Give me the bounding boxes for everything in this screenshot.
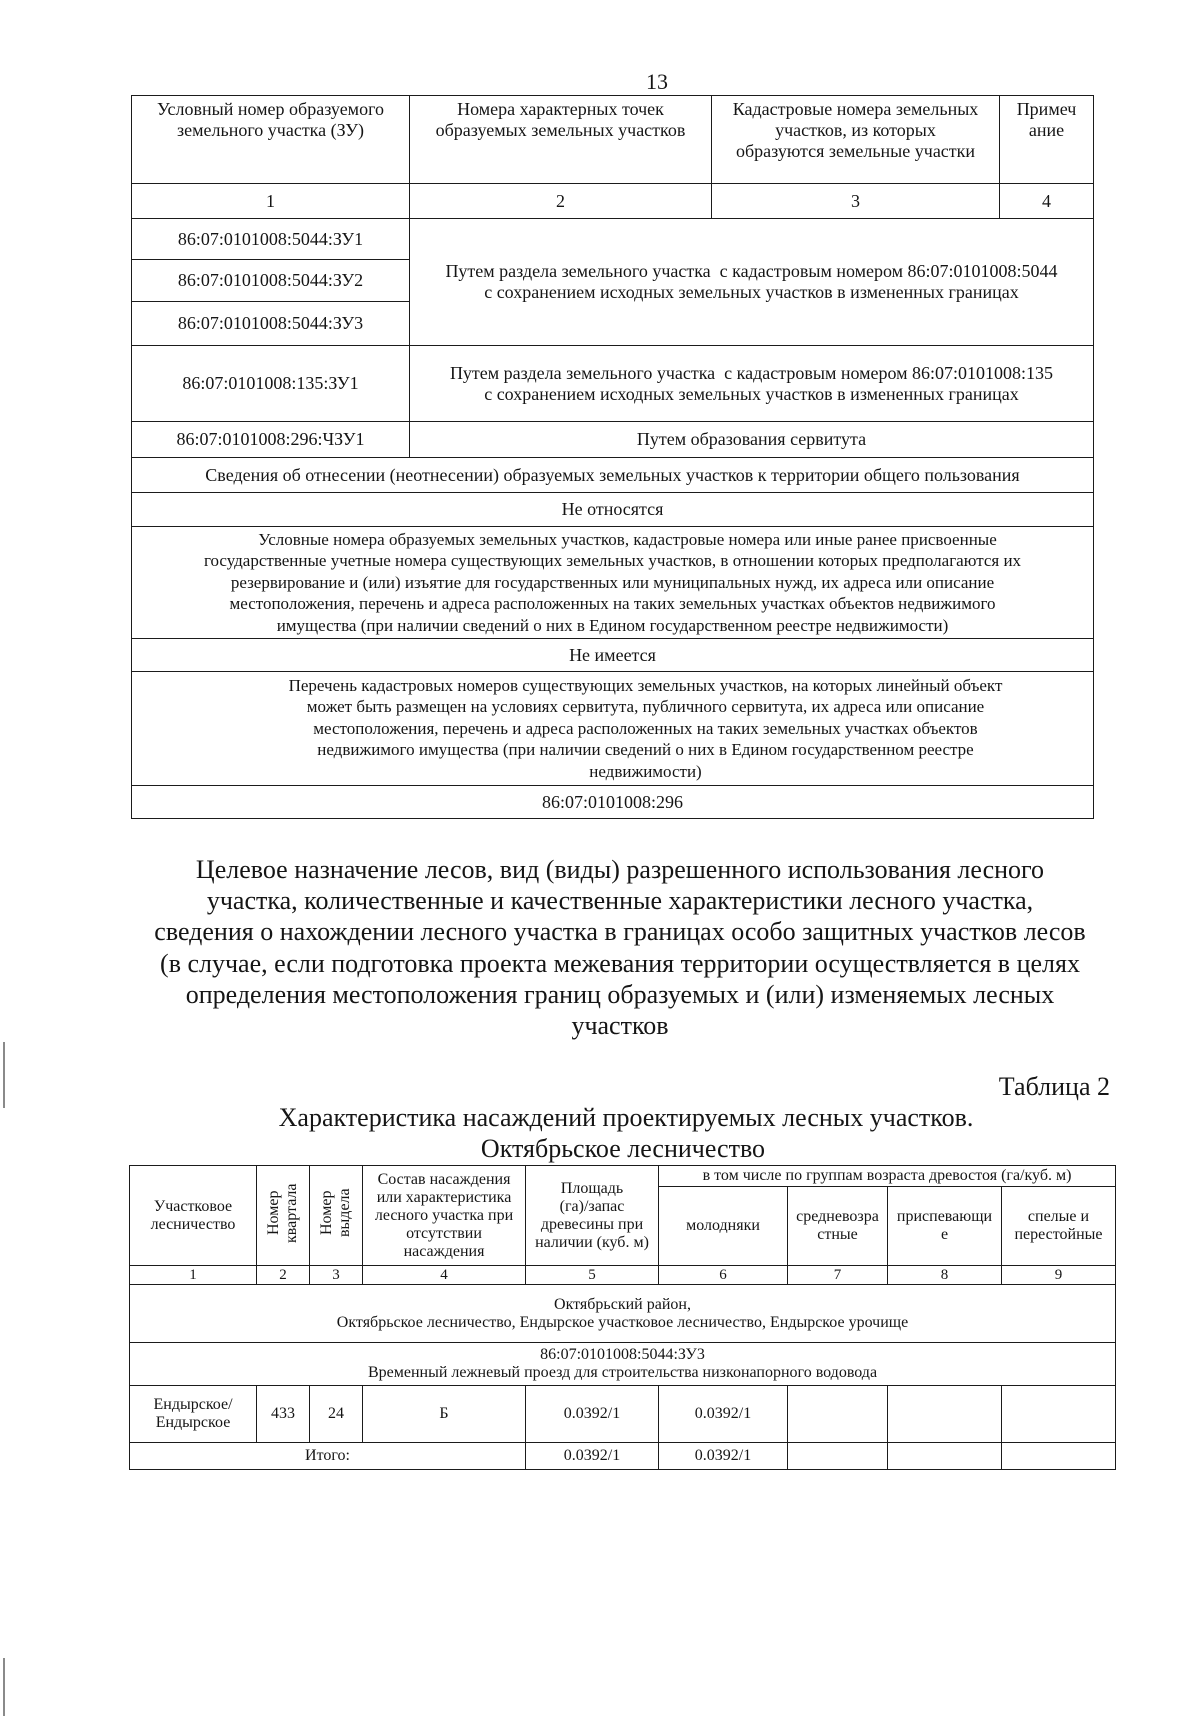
header-middle-aged xyxy=(788,1187,888,1266)
table-subtitle xyxy=(130,1134,1116,1164)
header-line: наличии (куб. м) xyxy=(535,1233,649,1251)
column-number: 2 xyxy=(257,1266,310,1285)
method-line: Путем раздела земельного участка с кадастровым номером 86:07:0101008:5044 xyxy=(445,261,1058,281)
method-line: с сохранением исходных земельных участков в измененных границах xyxy=(484,383,1019,404)
cell-line: Ендырское/ xyxy=(153,1396,233,1413)
area-cell: 0.0392/1 xyxy=(526,1386,659,1443)
plot-row xyxy=(130,1343,1116,1386)
paragraph-line: Условные номера образуемых земельных участков, кадастровые номера или иные ранее присвоенные xyxy=(258,529,997,549)
plot-line: 86:07:0101008:5044:ЗУ3 xyxy=(540,1346,705,1363)
paragraph-line: может быть размещен на условиях сервитута, публичного сервитута, их адреса или описание xyxy=(306,697,985,717)
header-line: земельного участка (ЗУ) xyxy=(177,120,364,140)
paragraph-line: недвижимого имущества (при наличии сведений о них в Едином государственном реестре xyxy=(317,740,974,760)
column-number: 8 xyxy=(888,1266,1002,1285)
young-cell: 0.0392/1 xyxy=(659,1386,788,1443)
formation-method-cell xyxy=(410,219,1094,346)
table-header-row xyxy=(132,96,1094,184)
reservation-heading xyxy=(132,527,1094,639)
forest-stands-table xyxy=(129,1165,1116,1470)
header-line: древесины при xyxy=(540,1215,644,1233)
header-line: приспевающи xyxy=(896,1208,993,1225)
scan-edge-mark xyxy=(3,1658,5,1716)
plot-number-cell: 86:07:0101008:135:ЗУ1 xyxy=(132,346,410,422)
header-stand-composition xyxy=(363,1166,526,1266)
table-row xyxy=(132,219,1094,260)
total-mature xyxy=(1002,1443,1116,1470)
plot-number-cell: 86:07:0101008:5044:ЗУ2 xyxy=(132,260,410,302)
column-number: 2 xyxy=(410,184,712,219)
district-forestry-cell xyxy=(130,1386,257,1443)
header-line: Условный номер образуемого xyxy=(156,99,385,119)
column-number: 6 xyxy=(659,1266,788,1285)
header-note xyxy=(1000,96,1094,184)
middle-aged-cell xyxy=(788,1386,888,1443)
section-value-row xyxy=(132,639,1094,672)
servitude-value: 86:07:0101008:296 xyxy=(132,786,1094,819)
section-heading-row xyxy=(132,458,1094,493)
reservation-value: Не имеется xyxy=(132,639,1094,672)
header-area-stock xyxy=(526,1166,659,1266)
section-value-row xyxy=(132,786,1094,819)
header-mature xyxy=(1002,1187,1116,1266)
total-middle-aged xyxy=(788,1443,888,1470)
plot-number-cell: 86:07:0101008:5044:ЗУ3 xyxy=(132,302,410,346)
region-row xyxy=(130,1285,1116,1343)
premature-cell xyxy=(888,1386,1002,1443)
header-line: Номер xyxy=(265,1190,282,1236)
header-line: Состав насаждения xyxy=(377,1170,511,1188)
header-line: образуются земельные участки xyxy=(735,141,976,161)
composition-cell: Б xyxy=(363,1386,526,1443)
table-title-text: Характеристика насаждений проектируемых лесных участков. xyxy=(278,1103,974,1132)
land-plots-table xyxy=(131,95,1094,819)
column-numbers-row xyxy=(130,1266,1116,1285)
header-age-groups: в том числе по группам возраста древостоя (га/куб. м) xyxy=(659,1166,1116,1187)
heading-line: (в случае, если подготовка проекта межевания территории осуществляется в целях xyxy=(160,948,1080,978)
header-section-number xyxy=(310,1166,363,1266)
scan-edge-mark xyxy=(3,1042,5,1108)
header-line: перестойные xyxy=(1014,1226,1103,1243)
column-number: 1 xyxy=(132,184,410,219)
header-line: стные xyxy=(817,1226,858,1243)
column-number: 1 xyxy=(130,1266,257,1285)
column-number: 3 xyxy=(712,184,1000,219)
column-number: 3 xyxy=(310,1266,363,1285)
header-line: или характеристика xyxy=(376,1188,512,1206)
total-young: 0.0392/1 xyxy=(659,1443,788,1470)
section-heading-row xyxy=(132,672,1094,786)
header-line: Участковое xyxy=(153,1197,233,1215)
header-line: средневозра xyxy=(796,1208,879,1225)
header-line: Кадастровые номера земельных xyxy=(732,99,979,119)
header-line: лесного участка при xyxy=(374,1206,514,1224)
section-heading-row xyxy=(132,527,1094,639)
header-plot-number xyxy=(132,96,410,184)
paragraph-line: имущества (при наличии сведений о них в Едином государственном реестре недвижимости) xyxy=(276,615,949,635)
plot-number-cell: 86:07:0101008:5044:ЗУ1 xyxy=(132,219,410,260)
mature-cell xyxy=(1002,1386,1116,1443)
header-line: отсутствии xyxy=(406,1224,482,1242)
formation-method-cell xyxy=(410,346,1094,422)
header-line: (га)/запас xyxy=(559,1197,625,1215)
paragraph-line: местоположения, перечень и адреса расположенных на таких земельных участках объектов недвижимого xyxy=(229,594,996,614)
header-young: молодняки xyxy=(659,1187,788,1266)
header-line: спелые и xyxy=(1027,1208,1090,1225)
region-cell xyxy=(130,1285,1116,1343)
header-line: лесничество xyxy=(150,1215,236,1233)
heading-line: участка, количественные и качественные характеристики лесного участка, xyxy=(206,886,1034,916)
section-value-row xyxy=(132,493,1094,527)
header-line: Примеч xyxy=(1016,99,1077,119)
table-subtitle-text: Октябрьское лесничество xyxy=(480,1134,766,1163)
method-line: Путем раздела земельного участка с кадастровым номером 86:07:0101008:135 xyxy=(449,362,1054,383)
heading-line: сведения о нахождении лесного участка в границах особо защитных участков лесов xyxy=(154,917,1086,947)
forest-section-heading xyxy=(60,854,1180,1041)
header-quarter-number xyxy=(257,1166,310,1266)
total-label: Итого: xyxy=(130,1443,526,1470)
region-line: Октябрьский район, xyxy=(554,1295,691,1313)
column-number: 7 xyxy=(788,1266,888,1285)
table-row xyxy=(130,1386,1116,1443)
header-line: Площадь xyxy=(560,1179,624,1197)
header-district-forestry xyxy=(130,1166,257,1266)
heading-line: участков xyxy=(571,1011,669,1041)
header-line: Номера характерных точек xyxy=(457,99,664,119)
method-line: с сохранением исходных земельных участков в измененных границах xyxy=(484,282,1019,302)
quarter-cell: 433 xyxy=(257,1386,310,1443)
header-line: квартала xyxy=(283,1183,300,1243)
column-number: 9 xyxy=(1002,1266,1116,1285)
column-number: 4 xyxy=(1000,184,1094,219)
table-row xyxy=(132,346,1094,422)
table-header-row xyxy=(130,1166,1116,1187)
header-cadastral-numbers xyxy=(712,96,1000,184)
paragraph-line: недвижимости) xyxy=(589,761,702,781)
plot-number-cell: 86:07:0101008:296:ЧЗУ1 xyxy=(132,422,410,458)
header-line: образуемых земельных участков xyxy=(435,120,686,140)
header-line: участков, из которых xyxy=(775,120,936,140)
paragraph-line: Перечень кадастровых номеров существующих земельных участков, на которых линейный объект xyxy=(288,675,1003,695)
paragraph-line: государственные учетные номера существующих земельных участков, в отношении которых предполагаются их xyxy=(203,551,1022,571)
column-number: 5 xyxy=(526,1266,659,1285)
header-line: выдела xyxy=(336,1188,353,1238)
plot-cell xyxy=(130,1343,1116,1386)
header-characteristic-points xyxy=(410,96,712,184)
plot-line: Временный лежневый проезд для строительства низконапорного водовода xyxy=(367,1364,878,1381)
section-cell: 24 xyxy=(310,1386,363,1443)
paragraph-line: резервирование и (или) изъятие для государственных или муниципальных нужд, их адреса или описание xyxy=(230,572,995,592)
header-line: е xyxy=(940,1226,949,1243)
region-line: Октябрьское лесничество, Ендырское участковое лесничество, Ендырское урочище xyxy=(336,1313,909,1331)
column-numbers-row xyxy=(132,184,1094,219)
heading-line: Целевое назначение лесов, вид (виды) разрешенного использования лесного xyxy=(195,855,1045,884)
header-premature xyxy=(888,1187,1002,1266)
vertical-text xyxy=(265,1180,301,1246)
heading-line: определения местоположения границ образуемых и (или) изменяемых лесных xyxy=(185,979,1055,1009)
public-use-value: Не относятся xyxy=(132,493,1094,527)
page-number: 13 xyxy=(646,69,668,94)
total-premature xyxy=(888,1443,1002,1470)
cell-line: Ендырское xyxy=(155,1414,231,1431)
total-row xyxy=(130,1443,1116,1470)
table-number: Таблица 2 xyxy=(998,1072,1110,1101)
column-number: 4 xyxy=(363,1266,526,1285)
header-line: Номер xyxy=(318,1190,335,1236)
total-area: 0.0392/1 xyxy=(526,1443,659,1470)
header-line: насаждения xyxy=(403,1242,485,1260)
formation-method-cell: Путем образования сервитута xyxy=(410,422,1094,458)
table-row xyxy=(132,422,1094,458)
header-line: ание xyxy=(1028,120,1065,140)
table-title xyxy=(130,1102,1122,1133)
vertical-text xyxy=(318,1180,354,1246)
servitude-heading xyxy=(132,672,1094,786)
public-use-heading: Сведения об отнесении (неотнесении) образуемых земельных участков к территории общего пользования xyxy=(132,458,1094,493)
paragraph-line: местоположения, перечень и адреса расположенных на таких земельных участках объектов xyxy=(313,718,978,738)
